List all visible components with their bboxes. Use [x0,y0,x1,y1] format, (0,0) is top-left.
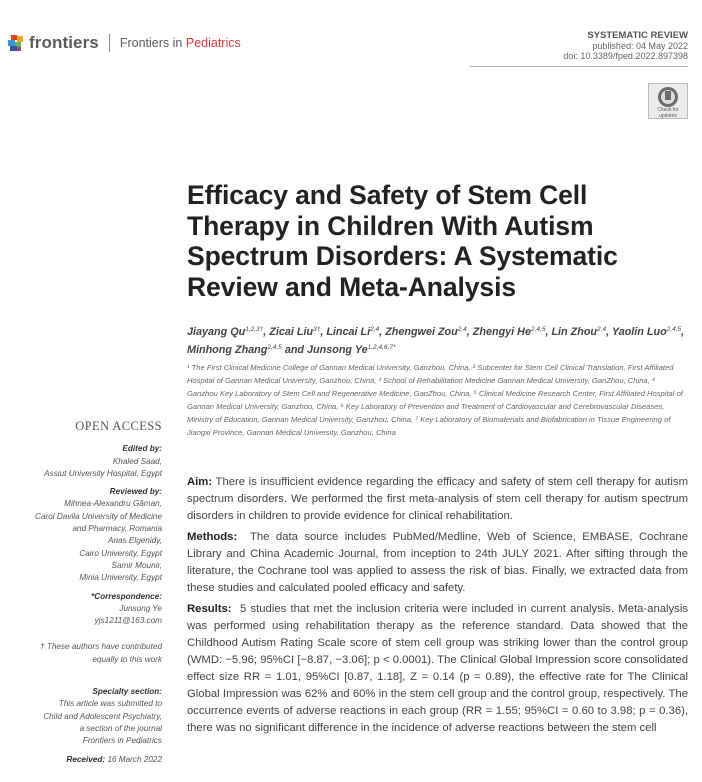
author-affiliation-marker: 2,4,5 [530,326,546,333]
author-affiliation-marker: 2,4 [370,326,380,333]
journal-prefix: Frontiers in [119,36,186,50]
author-affiliation-marker: 2,4 [457,326,467,333]
published-date: published: 04 May 2022 [592,41,688,51]
abstract [187,474,692,741]
author-name[interactable]: Zhengyi He [472,326,531,338]
article-meta [563,31,688,61]
editor-line: Assiut University Hospital, Egypt [44,468,162,478]
editor-line: Khaled Saad, [112,456,162,466]
frontiers-logo-icon [8,35,24,51]
reviewer-line: Carol Davila University of Medicine [35,511,162,521]
correspondence-email[interactable]: yjs1211@163.com [94,616,162,626]
methods-label: Methods: [187,531,238,543]
sidebar [0,420,162,766]
edited-by-label: Edited by: [122,444,162,454]
author-name[interactable]: Jiayang Qu [187,326,246,338]
specialty-line: Child and Adolescent Psychiatry, [43,711,162,721]
author-separator: , [545,326,552,338]
correspondence-label: *Correspondence: [91,591,162,601]
author-name[interactable]: Junsong Ye [307,344,368,356]
author-name[interactable]: Zicai Liu [269,326,314,338]
aim-text: There is insufficient evidence regarding the efficacy and safety of stem cell therapy for autism spectrum disorders. We performed the first meta-analysis of stem cell therapy for autism spectrum disorders in children to provide evidence for clinical rehabilitation. [187,476,688,522]
methods-text: The data source includes PubMed/Medline, Web of Science, EMBASE, Cochrane Library and China Academic Journal, from inception to 24th JULY 2021. After sifting through the literature, the Cochrane tool was applied to assess the risk of bias. Finally, we extracted data from these studies and calculated pooled efficacy and safety. [187,531,692,594]
specialty-line: a section of the journal [79,723,162,733]
check-for-updates-button[interactable] [648,83,688,119]
abstract-aim [187,474,688,525]
author-separator: , [606,326,612,338]
open-access-label: OPEN ACCESS [75,419,162,433]
author-affiliation-marker: 2,4,5 [666,326,682,333]
reviewer-line: and Pharmacy, Romania [72,524,162,534]
aim-label: Aim: [187,476,213,488]
frontiers-logo[interactable] [8,33,241,53]
doi[interactable]: doi: 10.3389/fped.2022.897398 [563,51,688,61]
header-rule [470,66,688,67]
author-affiliation-marker: 2,4 [597,326,607,333]
results-text: 5 studies that met the inclusion criteria were included in current analysis. Meta-analysis was performed using rehabilitation therapy as the reference standard. Data showed that the Childhood Autism Rating Scale score of stem cell group was striking lower than the control group (WMD: −5.96; 95%CI [−8.87, −3.06]; p < 0.0001). The Clinical Global Impression score consolidated effect size RR = 1.01, 95%CI [0.87, 1.18], Z = 0.14 (p = 0.89), the effective rate for The Clinical Global Impression was 62% and 60% in the stem cell group and the control group, respectively. The occurrence events of adverse reactions in each group (RR = 1.55; 95%CI = 0.60 to 3.98; p = 0.36), there was no significant difference in the incidence of adverse reactions between the stem cell [187,603,692,734]
received-date: 16 March 2022 [107,754,162,764]
reviewer-line: Minia University, Egypt [79,573,162,583]
author-affiliation-marker: 3† [313,326,321,333]
article-type: SYSTEMATIC REVIEW [587,30,688,41]
specialty-line: This article was submitted to [58,699,162,709]
author-list [187,322,687,358]
abstract-methods [187,529,692,597]
correspondence-name: Junsong Ye [119,603,162,613]
author-affiliation-marker: 1,2,4,6,7* [367,344,396,351]
brand-name: frontiers [29,33,99,52]
author-separator: , [379,326,386,338]
received-line [0,754,162,766]
reviewed-by-label: Reviewed by: [109,487,162,497]
crossmark-icon [658,87,678,107]
author-separator: , [320,326,327,338]
author-affiliation-marker: 2,4,5 [267,344,282,351]
results-label: Results: [187,603,232,615]
check-for-updates-label: Check for updates [657,107,679,119]
equal-contribution-note: † These authors have contributed [40,642,162,652]
author-affiliation-marker: 1,2,3† [245,326,264,333]
logo-divider [109,34,110,52]
author-name[interactable]: Yaolin Luo [611,326,667,338]
author-name[interactable]: Minhong Zhang [187,344,268,356]
reviewer-line: Anas Elgenidy, [107,536,162,546]
reviewer-line: Samir Mounir, [111,560,162,570]
journal-name: Pediatrics [185,36,241,50]
reviewer-line: Mihnea-Alexandru Găman, [64,499,162,509]
article-title: Efficacy and Safety of Stem Cell Therapy in Children With Autism Spectrum Disorders: A Systematic Review and Meta-Analysis [187,180,618,302]
equal-contribution-note: equally to this work [92,654,162,664]
author-name[interactable]: Lin Zhou [551,326,598,338]
author-name[interactable]: Lincai Li [326,326,371,338]
affiliations: ¹ The First Clinical Medicine College of Gannan Medical University, Ganzhou, China, ² Subcenter for Stem Cell Clinical Translation, First Affiliated Hospital of Gannan Medical University, Ganzhou, China, ³ School of Rehabilitation Medicine Gannan Medical University, GanZhou, China, ⁴ Ganzhou Key Laboratory of Stem Cell and Regenerative Medicine, GanZhou, China, ⁵ Clinical Medicine Research Center, First Affiliated Hospital of Gannan Medical University, Ganzhou, China, ⁶ Key Laboratory of Prevention and Treatment of Cardiovascular and Cerebrovascular Diseases, Ministry of Education, Gannan Medical University, Ganzhou, China, ⁷ Key Laboratory of Biomaterials and Biofabrication in Tissue Engineering of Jiangxi Province, Gannan Medical University, Ganzhou, China [187,363,683,438]
author-name[interactable]: Zhengwei Zou [385,326,458,338]
specialty-section-label: Specialty section: [92,687,162,697]
abstract-results [187,601,692,737]
author-separator: , [466,326,473,338]
received-label: Received: [66,754,106,764]
specialty-line: Frontiers in Pediatrics [82,736,162,746]
reviewer-line: Cairo University, Egypt [79,548,162,558]
author-separator: and [281,344,308,356]
journal-title[interactable] [120,36,241,50]
author-separator: , [681,326,685,338]
author-separator: , [263,326,270,338]
